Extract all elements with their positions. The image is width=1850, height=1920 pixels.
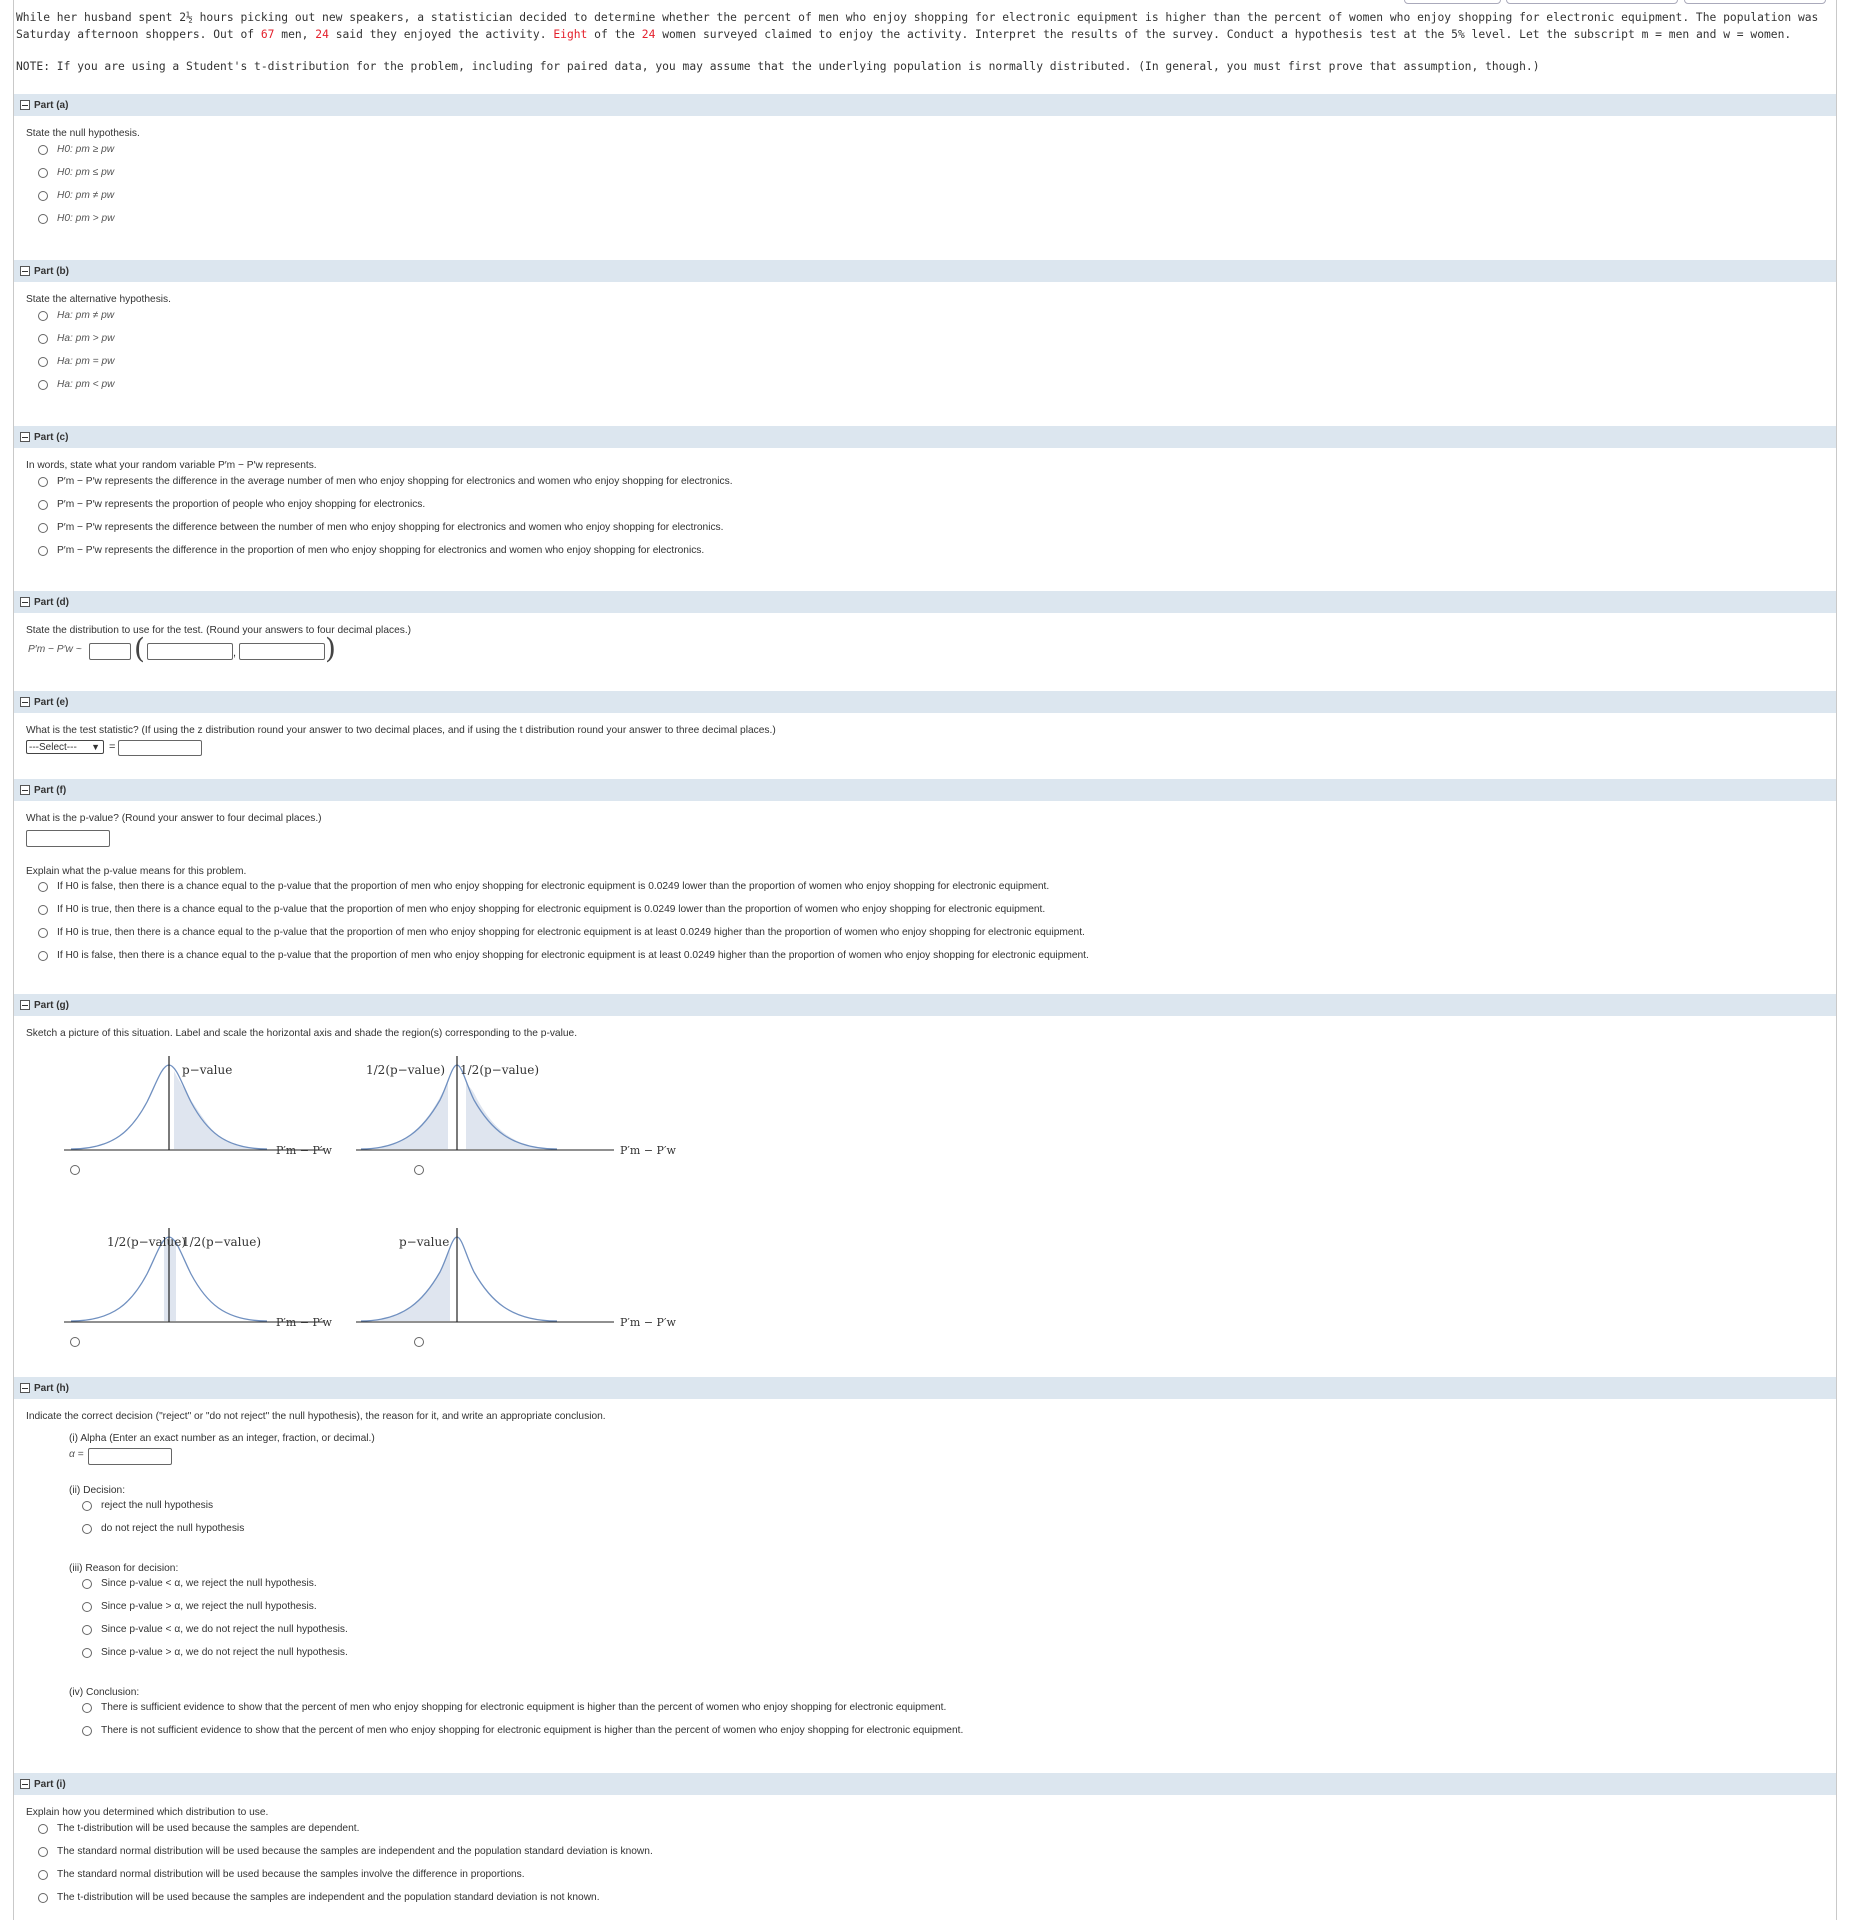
part-d (14, 591, 1836, 691)
option-label: The t-distribution will be used because the samples are independent and the population standard deviation is not known. (57, 1892, 600, 1903)
option-label: H0: pm ≤ pw (57, 167, 115, 178)
option-label: Ha: pm = pw (57, 356, 115, 367)
intro-text: While her husband spent 2½ hours picking out new speakers, a statistician decided to determine whether the percent of men who enjoy shopping for electronic equipment is higher than the percent of women who enjoy shopping for electronic equipment. The population was Saturday afternoon shoppers. Out of (16, 11, 1819, 41)
radio-button[interactable] (82, 1726, 92, 1736)
radio-button[interactable] (38, 905, 48, 915)
collapse-icon[interactable] (20, 1383, 30, 1393)
part-h (14, 1377, 1836, 1774)
radio-button[interactable] (38, 1893, 48, 1903)
women-enjoy-count: Eight (553, 28, 588, 41)
close-paren: ) (325, 632, 336, 665)
reason-label: (iii) Reason for decision: (69, 1563, 179, 1574)
decision-label: (ii) Decision: (69, 1485, 126, 1496)
part-header[interactable] (14, 1377, 1836, 1399)
graph-radio-button[interactable] (70, 1337, 80, 1347)
top-button[interactable] (1506, 0, 1678, 4)
option[interactable] (38, 1892, 600, 1903)
mean-input[interactable] (147, 643, 233, 660)
axis-label: P′m − P′w (276, 1144, 332, 1157)
graph-two-tails (344, 1036, 704, 1186)
option[interactable] (38, 213, 114, 224)
decision-option[interactable] (82, 1523, 244, 1534)
part-title: Part (h) (34, 1382, 69, 1394)
option[interactable] (38, 927, 1085, 938)
radio-button[interactable] (82, 1648, 92, 1658)
std-dev-input[interactable] (239, 643, 325, 660)
reason-option[interactable] (82, 1601, 317, 1612)
graph-right-tail (14, 1036, 344, 1186)
part-title: Part (b) (34, 265, 69, 277)
collapse-icon[interactable] (20, 1779, 30, 1789)
equals-sign: = (109, 741, 116, 753)
radio-button[interactable] (38, 546, 48, 556)
option-label: Since p-value > α, we do not reject the null hypothesis. (101, 1647, 348, 1658)
alpha-equals: α = (69, 1449, 84, 1460)
reason-option[interactable] (82, 1578, 317, 1589)
radio-button[interactable] (82, 1524, 92, 1534)
part-header[interactable] (14, 691, 1836, 713)
option[interactable] (38, 522, 723, 533)
radio-button[interactable] (38, 523, 48, 533)
intro-text: men, (274, 28, 316, 41)
note-text: NOTE: If you are using a Student's t-distribution for the problem, including for paired data, you may assume that the underlying population is normally distributed. (In general, you must first prove that assumption, though.) (16, 60, 1540, 73)
normal-curve (361, 1237, 557, 1321)
p-value-input[interactable] (26, 830, 110, 847)
top-button[interactable] (1684, 0, 1826, 4)
option[interactable] (38, 904, 1045, 915)
radio-button[interactable] (38, 1824, 48, 1834)
top-button[interactable] (1404, 0, 1501, 4)
part-prompt: Explain what the p-value means for this problem. (26, 866, 247, 877)
option-label: The t-distribution will be used because the samples are dependent. (57, 1823, 360, 1834)
half-pvalue-left-label: 1/2(p−value) (107, 1235, 187, 1249)
part-prompt: Explain how you determined which distribution to use. (26, 1807, 269, 1818)
graph-radio-button[interactable] (70, 1165, 80, 1175)
alpha-input[interactable] (88, 1448, 172, 1465)
radio-button[interactable] (82, 1501, 92, 1511)
option-label: If H0 is true, then there is a chance equal to the p-value that the proportion of men who enjoy shopping for electronic equipment is at least 0.0249 higher than the proportion of women who enjoy shopping for electronic equipment. (57, 927, 1085, 938)
option[interactable] (38, 144, 114, 155)
option[interactable] (38, 190, 114, 201)
open-paren: ( (134, 632, 145, 665)
pvalue-label: p−value (399, 1235, 450, 1249)
men-enjoy-count: 24 (315, 28, 329, 41)
radio-button[interactable] (38, 500, 48, 510)
reason-option[interactable] (82, 1647, 348, 1658)
radio-button[interactable] (38, 357, 48, 367)
pvalue-shade (174, 1071, 264, 1149)
option-label: P′m − P′w represents the difference in the average number of men who enjoy shopping for electronics and women who enjoy shopping for electronics. (57, 476, 733, 487)
part-prompt: In words, state what your random variable P′m − P′w represents. (26, 460, 317, 471)
conclusion-option[interactable] (82, 1725, 963, 1736)
radio-button[interactable] (38, 145, 48, 155)
part-title: Part (g) (34, 999, 69, 1011)
radio-button[interactable] (38, 1870, 48, 1880)
radio-button[interactable] (82, 1579, 92, 1589)
part-title: Part (e) (34, 696, 69, 708)
option-label: P′m − P′w represents the difference in the proportion of men who enjoy shopping for electronics and women who enjoy shopping for electronics. (57, 545, 705, 556)
radio-button[interactable] (38, 951, 48, 961)
collapse-icon[interactable] (20, 597, 30, 607)
option-label: P′m − P′w represents the proportion of people who enjoy shopping for electronics. (57, 499, 426, 510)
part-title: Part (f) (34, 784, 67, 796)
graph-radio-button[interactable] (414, 1165, 424, 1175)
graph-left-tail (344, 1208, 704, 1358)
radio-button[interactable] (38, 928, 48, 938)
half-pvalue-right-label: 1/2(p−value) (460, 1063, 540, 1077)
option[interactable] (38, 379, 114, 390)
conclusion-label: (iv) Conclusion: (69, 1687, 140, 1698)
option[interactable] (38, 1869, 525, 1880)
test-statistic-input[interactable] (118, 740, 202, 756)
option-label: The standard normal distribution will be used because the samples involve the difference in proportions. (57, 1869, 525, 1880)
center-shade (164, 1240, 176, 1321)
part-prompt: Sketch a picture of this situation. Label and scale the horizontal axis and shade the region(s) corresponding to the p-value. (26, 1028, 578, 1039)
part-b (14, 260, 1836, 426)
axis-label: P′m − P′w (276, 1316, 332, 1329)
option-label: H0: pm > pw (57, 213, 115, 224)
part-header[interactable] (14, 994, 1836, 1016)
intro-text: women surveyed claimed to enjoy the activity. Interpret the results of the survey. Conduct a hypothesis test at the 5% level. Let the subscript m = men and w = women. (655, 28, 1792, 41)
normal-curve (361, 1065, 557, 1149)
problem-statement (16, 9, 1826, 43)
part-prompt: State the null hypothesis. (26, 128, 140, 139)
part-a (14, 94, 1836, 260)
distribution-variable: P′m − P′w ~ (28, 644, 82, 655)
option[interactable] (38, 333, 114, 344)
part-header[interactable] (14, 779, 1836, 801)
collapse-icon[interactable] (20, 1000, 30, 1010)
option-label: There is not sufficient evidence to show that the percent of men who enjoy shopping for electronic equipment is higher than the percent of women who enjoy shopping for electronic equipment. (101, 1725, 964, 1736)
option-label: If H0 is false, then there is a chance equal to the p-value that the proportion of men who enjoy shopping for electronic equipment is at least 0.0249 higher than the proportion of women who enjoy shopping for electronic equipment. (57, 950, 1089, 961)
option[interactable] (38, 499, 425, 510)
option[interactable] (38, 545, 704, 556)
radio-button[interactable] (38, 882, 48, 892)
part-title: Part (i) (34, 1778, 66, 1790)
option-label: P′m − P′w represents the difference between the number of men who enjoy shopping for electronics and women who enjoy shopping for electronics. (57, 522, 724, 533)
part-g (14, 994, 1836, 1379)
radio-button[interactable] (38, 334, 48, 344)
collapse-icon[interactable] (20, 785, 30, 795)
option-label: If H0 is true, then there is a chance equal to the p-value that the proportion of men who enjoy shopping for electronic equipment is 0.0249 lower than the proportion of women who enjoy shopping for electronic equipment. (57, 904, 1046, 915)
radio-button[interactable] (38, 477, 48, 487)
distribution-type-input[interactable] (89, 643, 131, 660)
option-label: Ha: pm < pw (57, 379, 115, 390)
alpha-label: (i) Alpha (Enter an exact number as an integer, fraction, or decimal.) (69, 1433, 375, 1444)
option[interactable] (38, 476, 733, 487)
option-label: Since p-value < α, we reject the null hypothesis. (101, 1578, 317, 1589)
statistic-select[interactable] (26, 740, 104, 754)
comma-separator: , (233, 647, 237, 659)
part-c (14, 426, 1836, 592)
part-header[interactable] (14, 591, 1836, 613)
intro-text: said they enjoyed the activity. (328, 28, 554, 41)
radio-button[interactable] (38, 311, 48, 321)
part-prompt: Indicate the correct decision ("reject" or "do not reject" the null hypothesis), the reason for it, and write an appropriate conclusion. (26, 1411, 606, 1422)
radio-button[interactable] (38, 168, 48, 178)
option[interactable] (38, 1846, 653, 1857)
collapse-icon[interactable] (20, 100, 30, 110)
question-container (13, 0, 1837, 1920)
conclusion-option[interactable] (82, 1702, 946, 1713)
radio-button[interactable] (82, 1625, 92, 1635)
select-value: ---Select--- (29, 741, 77, 753)
option[interactable] (38, 1823, 359, 1834)
axis-label: P′m − P′w (620, 1144, 676, 1157)
option[interactable] (38, 881, 1049, 892)
men-count: 67 (260, 28, 275, 41)
collapse-icon[interactable] (20, 266, 30, 276)
option[interactable] (38, 950, 1089, 961)
part-f (14, 779, 1836, 994)
radio-button[interactable] (38, 214, 48, 224)
part-header[interactable] (14, 1773, 1836, 1795)
option-label: Ha: pm > pw (57, 333, 115, 344)
women-count: 24 (641, 28, 656, 41)
radio-button[interactable] (38, 1847, 48, 1857)
collapse-icon[interactable] (20, 697, 30, 707)
decision-option[interactable] (82, 1500, 213, 1511)
collapse-icon[interactable] (20, 432, 30, 442)
option-label: Since p-value < α, we do not reject the null hypothesis. (101, 1624, 348, 1635)
radio-button[interactable] (82, 1602, 92, 1612)
option[interactable] (38, 356, 114, 367)
pvalue-label: p−value (182, 1063, 233, 1077)
axis-label: P′m − P′w (620, 1316, 676, 1329)
part-e (14, 691, 1836, 779)
half-pvalue-right-label: 1/2(p−value) (182, 1235, 262, 1249)
part-header[interactable] (14, 426, 1836, 448)
option-label: The standard normal distribution will be used because the samples are independent and the population standard deviation is known. (57, 1846, 653, 1857)
part-prompt: State the alternative hypothesis. (26, 294, 171, 305)
part-title: Part (d) (34, 596, 69, 608)
part-title: Part (a) (34, 99, 69, 111)
part-i (14, 1773, 1836, 1920)
part-title: Part (c) (34, 431, 69, 443)
part-prompt: State the distribution to use for the test. (Round your answers to four decimal places.) (26, 625, 412, 636)
option-label: reject the null hypothesis (101, 1500, 214, 1511)
graph-center (14, 1208, 344, 1358)
option-label: Ha: pm ≠ pw (57, 310, 115, 321)
radio-button[interactable] (82, 1703, 92, 1713)
option-label: do not reject the null hypothesis (101, 1523, 245, 1534)
part-header[interactable] (14, 260, 1836, 282)
radio-button[interactable] (38, 191, 48, 201)
option-label: If H0 is false, then there is a chance equal to the p-value that the proportion of men who enjoy shopping for electronic equipment is 0.0249 lower than the proportion of women who enjoy shopping for electronic equipment. (57, 881, 1050, 892)
option[interactable] (38, 310, 114, 321)
reason-option[interactable] (82, 1624, 348, 1635)
intro-text: of the (587, 28, 642, 41)
option-label: H0: pm ≠ pw (57, 190, 115, 201)
chevron-down-icon: ▼ (91, 742, 100, 752)
radio-button[interactable] (38, 380, 48, 390)
option-label: H0: pm ≥ pw (57, 144, 115, 155)
graph-radio-button[interactable] (414, 1337, 424, 1347)
option-label: Since p-value > α, we reject the null hypothesis. (101, 1601, 317, 1612)
option[interactable] (38, 167, 114, 178)
part-prompt: What is the test statistic? (If using the z distribution round your answer to two decimal places, and if using the t distribution round your answer to three decimal places.) (26, 725, 776, 736)
half-pvalue-left-label: 1/2(p−value) (366, 1063, 446, 1077)
part-prompt: What is the p-value? (Round your answer to four decimal places.) (26, 813, 322, 824)
option-label: There is sufficient evidence to show that the percent of men who enjoy shopping for electronic equipment is higher than the percent of women who enjoy shopping for electronic equipment. (101, 1702, 947, 1713)
part-header[interactable] (14, 94, 1836, 116)
